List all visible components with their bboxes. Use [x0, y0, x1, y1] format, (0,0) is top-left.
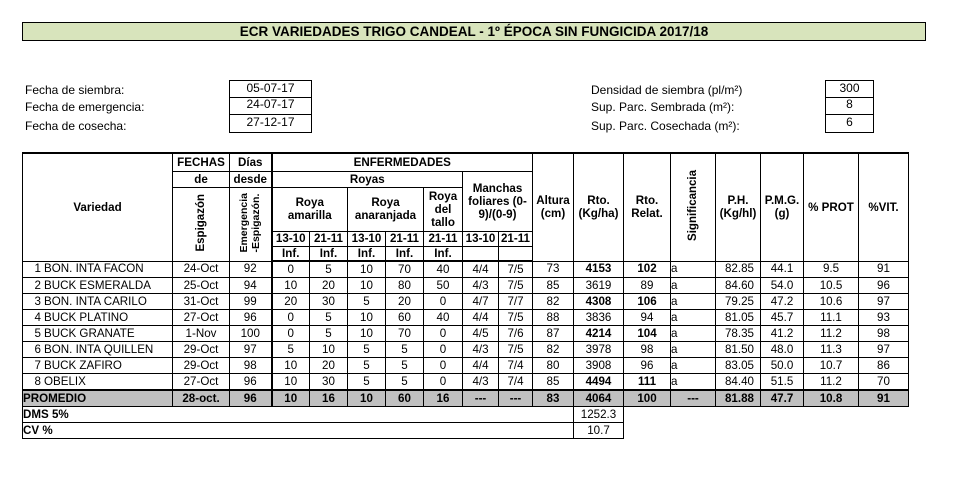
- table-row: [23, 294, 909, 310]
- rel-cell: 89: [624, 278, 671, 294]
- promedio-m2-cell: ---: [499, 390, 533, 407]
- ra1-cell: 5: [272, 342, 310, 358]
- roya-amarilla-header: Roya amarilla: [272, 187, 348, 231]
- m2-cell: 7/6: [499, 326, 533, 342]
- ph-header: P.H. (Kg/hl): [716, 153, 761, 261]
- variety-name-cell: 1 BON. INTA FACON: [23, 261, 173, 278]
- pmg-cell: 48.0: [761, 342, 804, 358]
- rel-cell: 98: [624, 342, 671, 358]
- m1-cell: 4/4: [463, 261, 499, 278]
- rto-cell: 3619: [574, 278, 624, 294]
- table-row: [23, 278, 909, 294]
- prot-cell: 9.5: [804, 261, 859, 278]
- m2-cell: 7/7: [499, 294, 533, 310]
- inf-header: Inf.: [272, 246, 310, 261]
- cv-row: [23, 423, 909, 439]
- ra2-cell: 30: [310, 374, 348, 391]
- variety-name-cell: 3 BON. INTA CARILO: [23, 294, 173, 310]
- vit-cell: 96: [859, 278, 909, 294]
- promedio-label: PROMEDIO: [23, 390, 173, 407]
- vit-cell: 97: [859, 342, 909, 358]
- rn2-cell: 20: [386, 294, 424, 310]
- variety-name-cell: 4 BUCK PLATINO: [23, 310, 173, 326]
- ra1-cell: 20: [272, 294, 310, 310]
- promedio-alt-cell: 83: [533, 390, 574, 407]
- ph-cell: 82.85: [716, 261, 761, 278]
- sig-cell: a: [671, 278, 716, 294]
- pmg-cell: 47.2: [761, 294, 804, 310]
- sig-cell: a: [671, 294, 716, 310]
- rn2-cell: 60: [386, 310, 424, 326]
- rt-cell: 40: [424, 310, 463, 326]
- pmg-header: P.M.G. (g): [761, 153, 804, 261]
- rt-cell: 0: [424, 358, 463, 374]
- rn1-cell: 10: [348, 261, 386, 278]
- ra1-cell: 0: [272, 310, 310, 326]
- densidad-label: Densidad de siembra (pl/m²): [591, 83, 743, 97]
- date-header: 21-11: [424, 231, 463, 246]
- inf-header: Inf.: [310, 246, 348, 261]
- rt-cell: 0: [424, 374, 463, 391]
- rto-cell: 3978: [574, 342, 624, 358]
- vit-cell: 70: [859, 374, 909, 391]
- variety-name-cell: 5 BUCK GRANATE: [23, 326, 173, 342]
- promedio-rn2-cell: 60: [386, 390, 424, 407]
- fecha-emergencia-label: Fecha de emergencia:: [25, 100, 145, 114]
- fecha-cell: 27-Oct: [173, 310, 230, 326]
- ph-cell: 84.60: [716, 278, 761, 294]
- dias-cell: 99: [230, 294, 272, 310]
- cv-label: CV %: [23, 423, 574, 439]
- table-row: [23, 358, 909, 374]
- prot-cell: 10.7: [804, 358, 859, 374]
- roya-anaranjada-header: Roya anaranjada: [348, 187, 424, 231]
- promedio-fecha-cell: 28-oct.: [173, 390, 230, 407]
- ra2-cell: 5: [310, 261, 348, 278]
- ra1-cell: 0: [272, 261, 310, 278]
- pmg-cell: 54.0: [761, 278, 804, 294]
- m1-cell: 4/7: [463, 294, 499, 310]
- royas-header: Royas: [272, 171, 463, 187]
- empty-cell: [859, 407, 909, 423]
- m1-cell: 4/4: [463, 358, 499, 374]
- empty-cell: [804, 423, 859, 439]
- rel-cell: 104: [624, 326, 671, 342]
- rel-cell: 111: [624, 374, 671, 391]
- prot-header: % PROT: [804, 153, 859, 261]
- variedad-header: Variedad: [23, 153, 173, 261]
- alt-cell: 88: [533, 310, 574, 326]
- sup-cosechada-value: 6: [825, 115, 874, 133]
- dias-cell: 97: [230, 342, 272, 358]
- ph-cell: 79.25: [716, 294, 761, 310]
- ph-cell: 83.05: [716, 358, 761, 374]
- fecha-cell: 31-Oct: [173, 294, 230, 310]
- date-header: 21-11: [499, 231, 533, 246]
- rto-relat-header: Rto. Relat.: [624, 153, 671, 261]
- blank-header: [463, 246, 499, 261]
- cv-value: 10.7: [574, 423, 624, 439]
- results-table: [22, 152, 909, 439]
- fechas-header: FECHAS: [173, 153, 230, 171]
- m2-cell: 7/5: [499, 261, 533, 278]
- roya-tallo-header: Roya del tallo: [424, 187, 463, 231]
- date-header: 21-11: [310, 231, 348, 246]
- m2-cell: 7/5: [499, 310, 533, 326]
- enfermedades-header: ENFERMEDADES: [272, 153, 533, 171]
- rn1-cell: 5: [348, 342, 386, 358]
- prot-cell: 11.3: [804, 342, 859, 358]
- ra2-cell: 30: [310, 294, 348, 310]
- promedio-ph-cell: 81.88: [716, 390, 761, 407]
- fecha-cell: 24-Oct: [173, 261, 230, 278]
- dias-header: Días: [230, 153, 272, 171]
- empty-cell: [859, 423, 909, 439]
- fecha-cosecha-value: 27-12-17: [229, 115, 312, 133]
- fecha-siembra-value: 05-07-17: [229, 80, 312, 98]
- promedio-prot-cell: 10.8: [804, 390, 859, 407]
- ra1-cell: 10: [272, 374, 310, 391]
- rt-cell: 40: [424, 261, 463, 278]
- rt-cell: 50: [424, 278, 463, 294]
- rel-cell: 96: [624, 358, 671, 374]
- pmg-cell: 44.1: [761, 261, 804, 278]
- vit-cell: 86: [859, 358, 909, 374]
- promedio-sig-cell: ---: [671, 390, 716, 407]
- rt-cell: 0: [424, 294, 463, 310]
- sup-sembrada-label: Sup. Parc. Sembrada (m²):: [591, 100, 735, 114]
- manchas-header: Manchas foliares (0-9)/(0-9): [463, 171, 533, 231]
- report-title: ECR VARIEDADES TRIGO CANDEAL - 1º ÉPOCA SIN FUNGICIDA 2017/18: [22, 22, 926, 41]
- dias-cell: 100: [230, 326, 272, 342]
- rto-cell: 3836: [574, 310, 624, 326]
- dias-cell: 96: [230, 310, 272, 326]
- promedio-rto-cell: 4064: [574, 390, 624, 407]
- m1-cell: 4/3: [463, 374, 499, 391]
- rn1-cell: 5: [348, 374, 386, 391]
- rn2-cell: 5: [386, 358, 424, 374]
- promedio-pmg-cell: 47.7: [761, 390, 804, 407]
- significancia-header: Significancia: [671, 153, 716, 261]
- pmg-cell: 51.5: [761, 374, 804, 391]
- m1-cell: 4/3: [463, 278, 499, 294]
- rn1-cell: 10: [348, 310, 386, 326]
- ra2-cell: 5: [310, 326, 348, 342]
- sig-cell: a: [671, 310, 716, 326]
- dias-cell: 92: [230, 261, 272, 278]
- rt-cell: 0: [424, 326, 463, 342]
- variety-name-cell: 2 BUCK ESMERALDA: [23, 278, 173, 294]
- rel-cell: 106: [624, 294, 671, 310]
- m1-cell: 4/5: [463, 326, 499, 342]
- date-header: 21-11: [386, 231, 424, 246]
- fecha-cell: 27-Oct: [173, 374, 230, 391]
- pmg-cell: 45.7: [761, 310, 804, 326]
- alt-cell: 87: [533, 326, 574, 342]
- table-row: [23, 261, 909, 278]
- dms-row: [23, 407, 909, 423]
- table-row: [23, 310, 909, 326]
- vit-cell: 93: [859, 310, 909, 326]
- date-header: 13-10: [272, 231, 310, 246]
- fecha-siembra-label: Fecha de siembra:: [25, 83, 125, 97]
- sup-cosechada-label: Sup. Parc. Cosechada (m²):: [591, 119, 740, 133]
- fecha-cell: 29-Oct: [173, 342, 230, 358]
- empty-cell: [624, 407, 671, 423]
- rto-cell: 4494: [574, 374, 624, 391]
- variety-name-cell: 8 OBELIX: [23, 374, 173, 391]
- m2-cell: 7/5: [499, 278, 533, 294]
- rn2-cell: 5: [386, 342, 424, 358]
- ph-cell: 78.35: [716, 326, 761, 342]
- variety-name-cell: 7 BUCK ZAFIRO: [23, 358, 173, 374]
- inf-header: Inf.: [386, 246, 424, 261]
- vit-header: %VIT.: [859, 153, 909, 261]
- m1-cell: 4/3: [463, 342, 499, 358]
- empty-cell: [716, 407, 761, 423]
- promedio-ra1-cell: 10: [272, 390, 310, 407]
- blank-header: [499, 246, 533, 261]
- emergencia-espigazon-header: Emergencia -Espigazón.: [230, 187, 272, 261]
- rto-cell: 3908: [574, 358, 624, 374]
- ra2-cell: 10: [310, 342, 348, 358]
- rto-cell: 4308: [574, 294, 624, 310]
- rn1-cell: 5: [348, 358, 386, 374]
- alt-cell: 82: [533, 294, 574, 310]
- vit-cell: 97: [859, 294, 909, 310]
- rn1-cell: 10: [348, 326, 386, 342]
- inf-header: Inf.: [348, 246, 386, 261]
- variety-name-cell: 6 BON. INTA QUILLEN: [23, 342, 173, 358]
- rn1-cell: 5: [348, 294, 386, 310]
- prot-cell: 11.2: [804, 374, 859, 391]
- alt-cell: 82: [533, 342, 574, 358]
- ph-cell: 81.05: [716, 310, 761, 326]
- espigazon-header: Espigazón: [173, 187, 230, 261]
- fecha-cell: 25-Oct: [173, 278, 230, 294]
- dias-cell: 96: [230, 374, 272, 391]
- vit-cell: 98: [859, 326, 909, 342]
- dias-desde-header: desde: [230, 171, 272, 187]
- vit-cell: 91: [859, 261, 909, 278]
- rel-cell: 102: [624, 261, 671, 278]
- ra2-cell: 20: [310, 278, 348, 294]
- ra2-cell: 20: [310, 358, 348, 374]
- m2-cell: 7/4: [499, 374, 533, 391]
- fecha-cell: 1-Nov: [173, 326, 230, 342]
- table-row: [23, 374, 909, 391]
- prot-cell: 10.6: [804, 294, 859, 310]
- rn1-cell: 10: [348, 278, 386, 294]
- promedio-dias-cell: 96: [230, 390, 272, 407]
- alt-cell: 73: [533, 261, 574, 278]
- dms-value: 1252.3: [574, 407, 624, 423]
- alt-cell: 80: [533, 358, 574, 374]
- prot-cell: 11.2: [804, 326, 859, 342]
- promedio-ra2-cell: 16: [310, 390, 348, 407]
- promedio-m1-cell: ---: [463, 390, 499, 407]
- alt-cell: 85: [533, 278, 574, 294]
- ph-cell: 81.50: [716, 342, 761, 358]
- ra1-cell: 10: [272, 278, 310, 294]
- promedio-row: [23, 390, 909, 407]
- prot-cell: 11.1: [804, 310, 859, 326]
- empty-cell: [761, 407, 804, 423]
- ra1-cell: 10: [272, 358, 310, 374]
- date-header: 13-10: [463, 231, 499, 246]
- pmg-cell: 41.2: [761, 326, 804, 342]
- dias-cell: 98: [230, 358, 272, 374]
- rn2-cell: 70: [386, 326, 424, 342]
- table-row: [23, 326, 909, 342]
- pmg-cell: 50.0: [761, 358, 804, 374]
- rt-cell: 0: [424, 342, 463, 358]
- sup-sembrada-value: 8: [825, 97, 874, 115]
- fechas-de-header: de: [173, 171, 230, 187]
- fecha-cosecha-label: Fecha de cosecha:: [25, 119, 127, 133]
- rel-cell: 94: [624, 310, 671, 326]
- m2-cell: 7/4: [499, 358, 533, 374]
- table-row: [23, 342, 909, 358]
- empty-cell: [761, 423, 804, 439]
- m1-cell: 4/4: [463, 310, 499, 326]
- m2-cell: 7/5: [499, 342, 533, 358]
- ph-cell: 84.40: [716, 374, 761, 391]
- empty-cell: [624, 423, 671, 439]
- altura-header: Altura (cm): [533, 153, 574, 261]
- sig-cell: a: [671, 342, 716, 358]
- ra2-cell: 5: [310, 310, 348, 326]
- alt-cell: 85: [533, 374, 574, 391]
- empty-cell: [671, 423, 716, 439]
- sig-cell: a: [671, 374, 716, 391]
- rn2-cell: 5: [386, 374, 424, 391]
- empty-cell: [671, 407, 716, 423]
- empty-cell: [716, 423, 761, 439]
- sig-cell: a: [671, 326, 716, 342]
- rn2-cell: 70: [386, 261, 424, 278]
- dms-label: DMS 5%: [23, 407, 574, 423]
- prot-cell: 10.5: [804, 278, 859, 294]
- rto-cell: 4214: [574, 326, 624, 342]
- promedio-vit-cell: 91: [859, 390, 909, 407]
- dias-cell: 94: [230, 278, 272, 294]
- ra1-cell: 0: [272, 326, 310, 342]
- densidad-value: 300: [825, 80, 874, 98]
- sig-cell: a: [671, 358, 716, 374]
- sig-cell: a: [671, 261, 716, 278]
- fecha-cell: 29-Oct: [173, 358, 230, 374]
- promedio-rel-cell: 100: [624, 390, 671, 407]
- fecha-emergencia-value: 24-07-17: [229, 97, 312, 115]
- rn2-cell: 80: [386, 278, 424, 294]
- inf-header: Inf.: [424, 246, 463, 261]
- rto-header: Rto. (Kg/ha): [574, 153, 624, 261]
- promedio-rt-cell: 16: [424, 390, 463, 407]
- rto-cell: 4153: [574, 261, 624, 278]
- date-header: 13-10: [348, 231, 386, 246]
- empty-cell: [804, 407, 859, 423]
- promedio-rn1-cell: 10: [348, 390, 386, 407]
